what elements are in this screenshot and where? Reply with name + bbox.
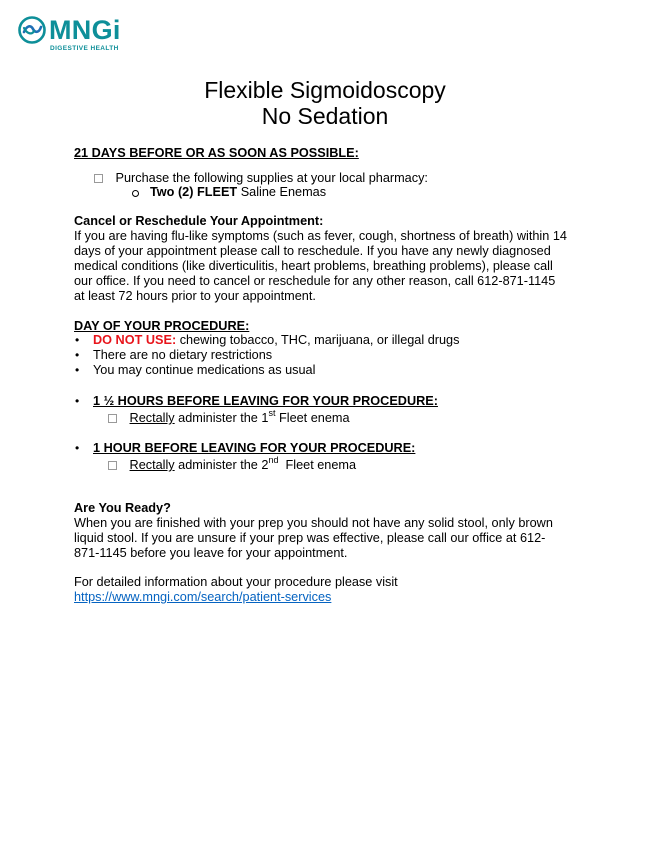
rectally-text: Rectally <box>129 411 175 425</box>
bullet-icon: • <box>75 348 80 362</box>
subitem-bold: Two (2) FLEET <box>150 185 238 199</box>
page-title: Flexible Sigmoidoscopy <box>204 77 446 103</box>
mngi-logo <box>18 16 138 56</box>
bullet-icon: • <box>75 394 80 408</box>
ordinal-suffix: nd <box>268 454 279 465</box>
hours-1-5-heading: 1 ½ HOURS BEFORE LEAVING FOR YOUR PROCEDURE: <box>93 394 438 408</box>
checkbox-icon <box>108 414 117 423</box>
administer-text: administer the 2 <box>174 458 269 472</box>
page-subtitle: No Sedation <box>261 103 389 129</box>
patient-services-link[interactable]: https://www.mngi.com/search/patient-services <box>74 590 332 604</box>
cancel-paragraph-line: at least 72 hours prior to your appointment. <box>74 289 316 303</box>
day-of-heading: DAY OF YOUR PROCEDURE: <box>74 319 250 333</box>
subitem-rest: Saline Enemas <box>237 185 327 199</box>
ready-paragraph-line: When you are finished with your prep you should not have any solid stool, only brown <box>74 516 553 530</box>
mngi-logo-icon <box>18 16 46 44</box>
enema-text: Fleet enema <box>278 458 357 472</box>
checklist-item-first-enema <box>108 407 350 426</box>
checklist-item-second-enema <box>108 454 357 473</box>
cancel-heading: Cancel or Reschedule Your Appointment: <box>74 214 324 228</box>
do-not-use-label: DO NOT USE: <box>93 333 177 347</box>
ready-paragraph-line: 871-1145 before you leave for your appointment. <box>74 546 348 560</box>
list-item-medications: You may continue medications as usual <box>93 363 316 377</box>
cancel-paragraph-line: If you are having flu-like symptoms (such as fever, cough, shortness of breath) within 14 <box>74 229 567 243</box>
list-item-dietary: There are no dietary restrictions <box>93 348 273 362</box>
cancel-paragraph-line: days of your appointment please call to reschedule. If you have any newly diagnosed <box>74 244 551 258</box>
logo-brand: MNGi <box>49 15 121 45</box>
ready-heading: Are You Ready? <box>74 501 171 515</box>
enema-text: Fleet enema <box>275 411 350 425</box>
ordinal-suffix: st <box>268 407 276 418</box>
administer-text: administer the 1 <box>174 411 269 425</box>
logo-subtitle: DIGESTIVE HEALTH <box>50 45 119 52</box>
bullet-icon: • <box>75 363 80 377</box>
hour-1-heading: 1 HOUR BEFORE LEAVING FOR YOUR PROCEDURE: <box>93 441 416 455</box>
checklist-item-purchase <box>94 171 428 186</box>
do-not-use-text: chewing tobacco, THC, marijuana, or illegal drugs <box>176 333 460 347</box>
info-text: For detailed information about your procedure please visit <box>74 575 398 589</box>
checkbox-icon <box>94 174 103 183</box>
rectally-text: Rectally <box>129 458 175 472</box>
checkbox-icon <box>108 461 117 470</box>
section-21days-heading: 21 DAYS BEFORE OR AS SOON AS POSSIBLE: <box>74 146 359 160</box>
list-item-do-not-use <box>93 333 459 348</box>
cancel-paragraph-line: our office. If you need to cancel or reschedule for any other reason, call 612-871-1145 <box>74 274 556 288</box>
bullet-icon: • <box>75 441 80 455</box>
bullet-icon: • <box>75 333 80 347</box>
checklist-item-text: Purchase the following supplies at your local pharmacy: <box>115 171 428 185</box>
checklist-subitem-enemas <box>150 185 326 200</box>
cancel-paragraph-line: medical conditions (like diverticulitis, heart problems, breathing problems), please call <box>74 259 553 273</box>
ready-paragraph-line: liquid stool. If you are unsure if your prep was effective, please call our office at 612- <box>74 531 546 545</box>
circle-bullet-icon <box>132 190 139 197</box>
